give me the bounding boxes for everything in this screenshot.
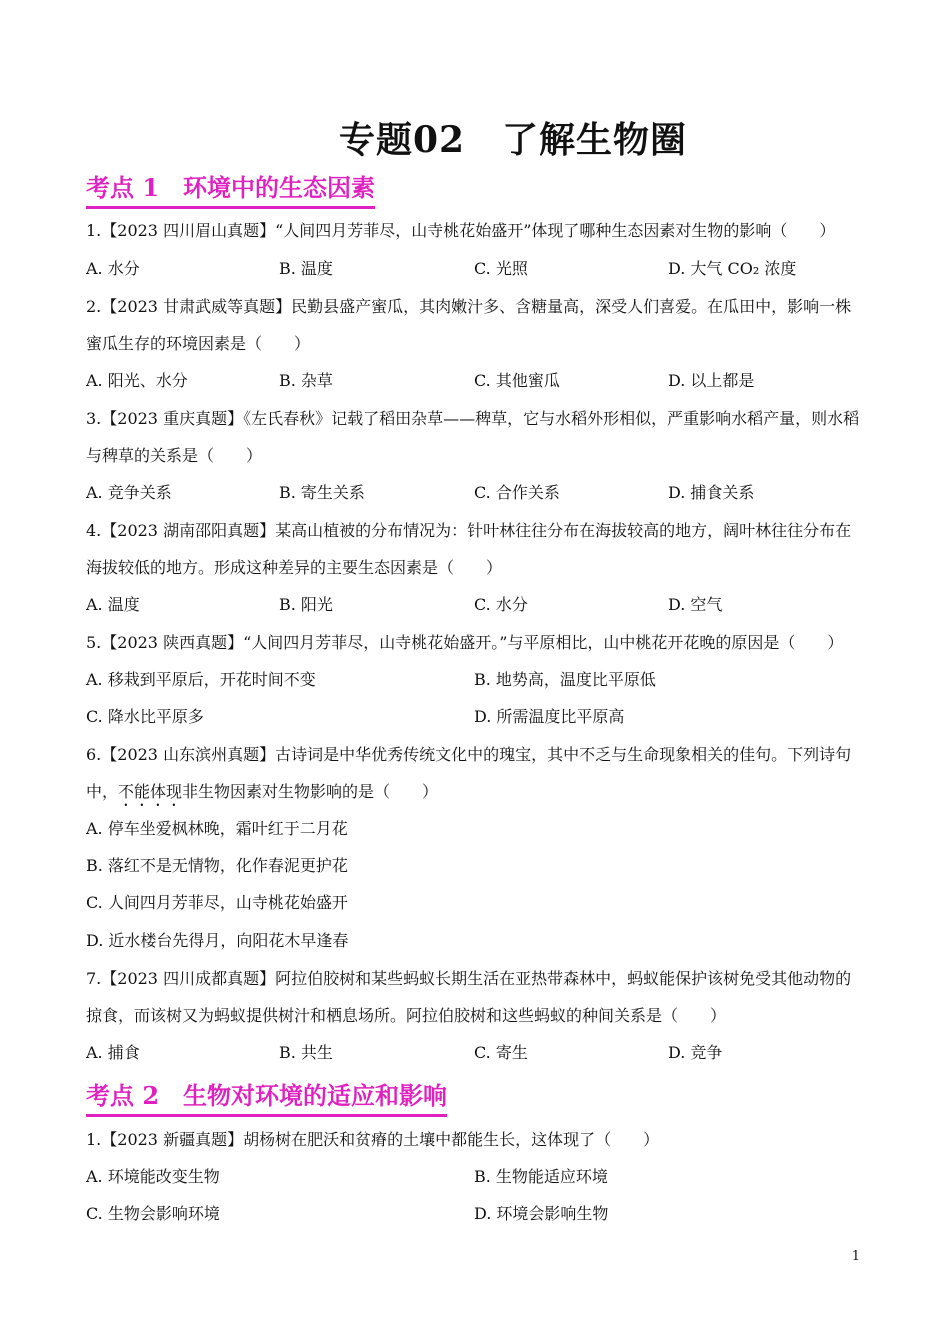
question-4: 4.【2023 湖南邵阳真题】某高山植被的分布情况为：针叶林往往分布在海拔较高的地方，阔叶林往往分布在海拔较低的地方。形成这种差异的主要生态因素是（ ） xyxy=(86,521,852,577)
option-b: B. 落红不是无情物，化作春泥更护花 xyxy=(86,856,348,875)
page-number: 1 xyxy=(851,1249,860,1264)
option-d: D. 近水楼台先得月，向阳花木早逢春 xyxy=(86,931,349,950)
option-c: C. 人间四月芳菲尽，山寺桃花始盛开 xyxy=(86,893,348,912)
option-a: A. 阳光、水分 xyxy=(86,371,188,390)
question-2-options xyxy=(86,366,866,396)
option-d: D. 竞争 xyxy=(668,1043,723,1062)
question-2: 2.【2023 甘肃武威等真题】民勤县盛产蜜瓜，其肉嫩汁多、含糖量高，深受人们喜爱。在瓜田中，影响一株蜜瓜生存的环境因素是（ ） xyxy=(86,297,852,353)
section2-question-1: 1.【2023 新疆真题】胡杨树在肥沃和贫瘠的土壤中都能生长，这体现了（ ） xyxy=(86,1130,660,1149)
option-a: A. 捕食 xyxy=(86,1043,140,1062)
option-c: C. 其他蜜瓜 xyxy=(474,371,560,390)
question-7-options xyxy=(86,1038,866,1068)
option-d: D. 以上都是 xyxy=(668,371,755,390)
option-c: C. 生物会影响环境 xyxy=(86,1204,220,1223)
option-a: A. 环境能改变生物 xyxy=(86,1167,220,1186)
question-6 xyxy=(86,736,866,810)
option-d: D. 环境会影响生物 xyxy=(474,1204,609,1223)
option-b: B. 温度 xyxy=(279,259,333,278)
option-b: B. 生物能适应环境 xyxy=(474,1167,608,1186)
option-c: C. 水分 xyxy=(474,595,528,614)
option-d: D. 捕食关系 xyxy=(668,483,755,502)
question-3-options xyxy=(86,478,866,508)
option-a: A. 温度 xyxy=(86,595,140,614)
question-6-emphasis: 不能体现 xyxy=(118,782,183,801)
option-c: C. 合作关系 xyxy=(474,483,560,502)
option-b: B. 共生 xyxy=(279,1043,333,1062)
question-5-options-row2 xyxy=(86,702,866,732)
question-6-text-post: 非生物因素对生物影响的是（ ） xyxy=(182,782,439,801)
section-heading-1: 考点 1 环境中的生态因素 xyxy=(86,172,375,209)
option-d: D. 所需温度比平原高 xyxy=(474,707,625,726)
option-c: C. 降水比平原多 xyxy=(86,707,204,726)
option-c: C. 光照 xyxy=(474,259,528,278)
option-d: D. 空气 xyxy=(668,595,723,614)
option-c: C. 寄生 xyxy=(474,1043,528,1062)
question-6-text-pre: 6.【2023 山东滨州真题】古诗词是中华优秀传统文化中的瑰宝，其中不乏与生命现象相关的佳句。下列诗句中， xyxy=(86,745,852,801)
option-a: A. 停车坐爱枫林晚，霜叶红于二月花 xyxy=(86,819,348,838)
page-title: 专题02 了解生物圈 xyxy=(338,119,688,161)
question-5-options-row1 xyxy=(86,665,866,695)
option-b: B. 阳光 xyxy=(279,595,333,614)
section2-question-1-options-row1 xyxy=(86,1162,866,1192)
question-5: 5.【2023 陕西真题】“人间四月芳菲尽，山寺桃花始盛开。”与平原相比，山中桃花开花晚的原因是（ ） xyxy=(86,633,844,652)
question-1: 1.【2023 四川眉山真题】“人间四月芳菲尽，山寺桃花始盛开”体现了哪种生态因素对生物的影响（ ） xyxy=(86,221,836,240)
option-b: B. 地势高，温度比平原低 xyxy=(474,670,656,689)
question-4-options xyxy=(86,590,866,620)
option-b: B. 杂草 xyxy=(279,371,333,390)
option-d: D. 大气 CO₂ 浓度 xyxy=(668,259,797,278)
option-b: B. 寄生关系 xyxy=(279,483,365,502)
question-7: 7.【2023 四川成都真题】阿拉伯胶树和某些蚂蚁长期生活在亚热带森林中，蚂蚁能保护该树免受其他动物的掠食，而该树又为蚂蚁提供树汁和栖息场所。阿拉伯胶树和这些蚂蚁的种间关系是（ ） xyxy=(86,969,852,1025)
question-3: 3.【2023 重庆真题】《左氏春秋》记载了稻田杂草——稗草，它与水稻外形相似，严重影响水稻产量，则水稻与稗草的关系是（ ） xyxy=(86,409,860,465)
option-a: A. 移栽到平原后，开花时间不变 xyxy=(86,670,316,689)
option-a: A. 竞争关系 xyxy=(86,483,172,502)
option-a: A. 水分 xyxy=(86,259,140,278)
section2-question-1-options-row2 xyxy=(86,1199,866,1229)
question-1-options xyxy=(86,254,866,284)
section-heading-2: 考点 2 生物对环境的适应和影响 xyxy=(86,1080,447,1117)
